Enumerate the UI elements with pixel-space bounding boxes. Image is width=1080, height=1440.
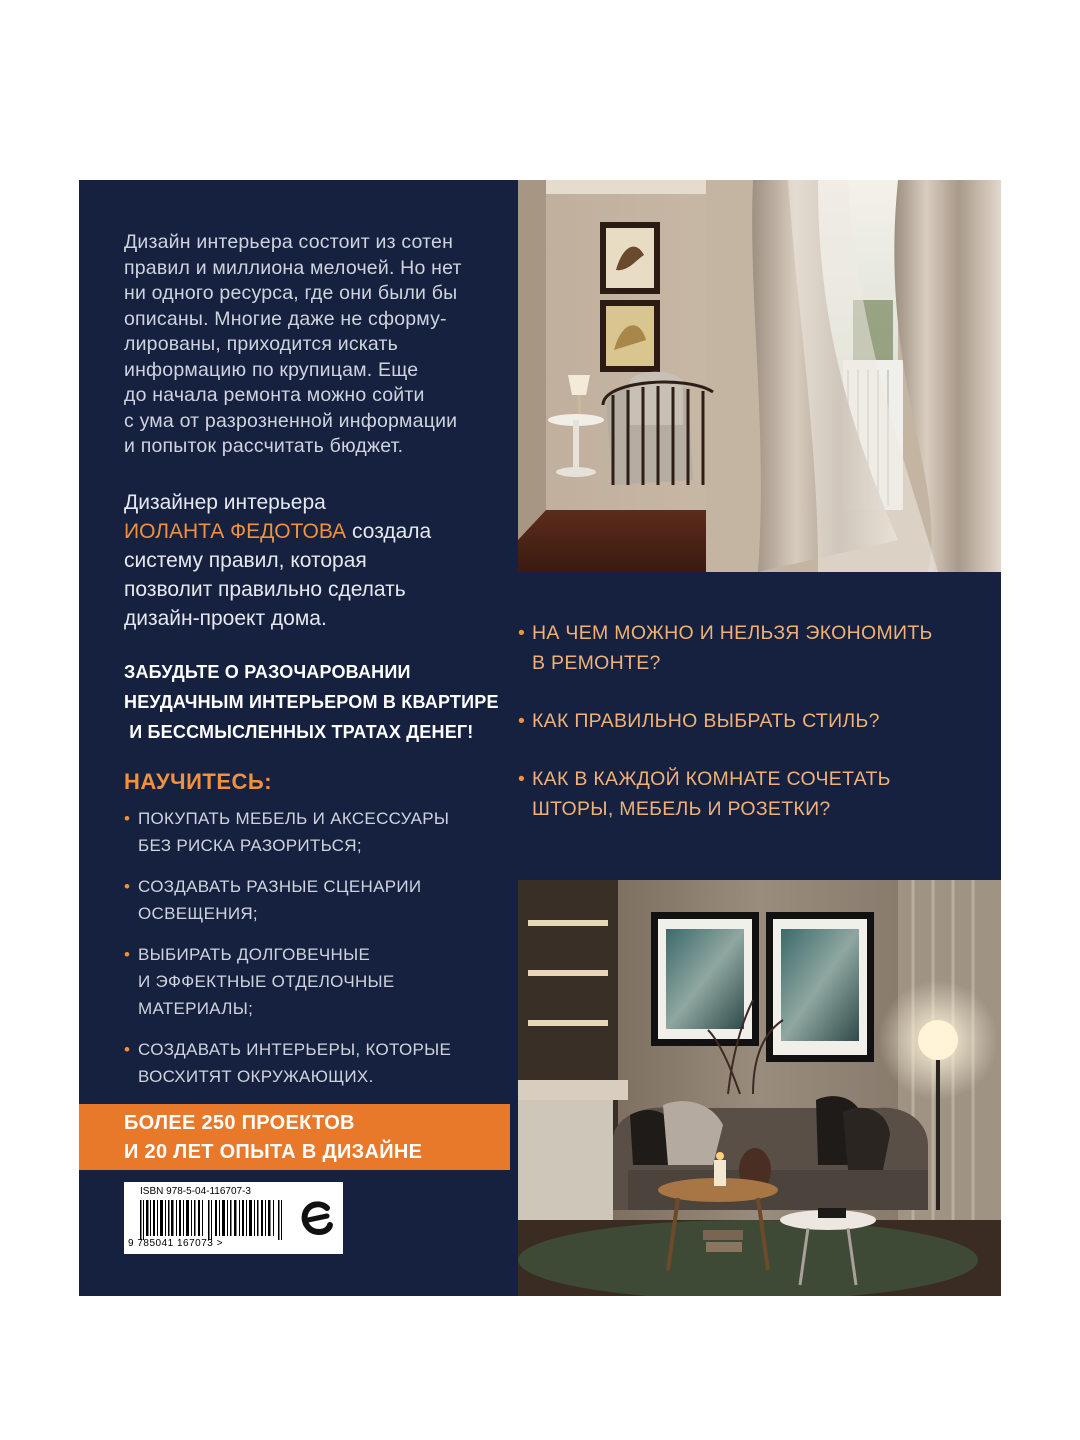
bullet-icon: • xyxy=(518,710,526,732)
learn-item-line: СОЗДАВАТЬ РАЗНЫЕ СЦЕНАРИИ xyxy=(138,876,422,896)
author-paragraph xyxy=(124,488,504,633)
learn-item xyxy=(124,941,504,1022)
intro-line: до начала ремонта можно сойти xyxy=(124,384,425,406)
questions-list xyxy=(518,618,988,852)
question-line: В РЕМОНТЕ? xyxy=(532,652,661,674)
living-room-illustration xyxy=(518,880,1001,1296)
learn-item-line: БЕЗ РИСКА РАЗОРИТЬСЯ; xyxy=(138,835,362,855)
book-back-cover xyxy=(79,180,1001,1296)
learn-item xyxy=(124,873,504,927)
forget-line: НЕУДАЧНЫМ ИНТЕРЬЕРОМ В КВАРТИРЕ xyxy=(124,691,499,712)
isbn-box xyxy=(124,1182,343,1254)
author-line: позволит правильно сделать xyxy=(124,577,406,601)
author-line: дизайн-проект дома. xyxy=(124,606,327,630)
question-line: НА ЧЕМ МОЖНО И НЕЛЬЗЯ ЭКОНОМИТЬ xyxy=(532,622,933,644)
bullet-icon: • xyxy=(124,944,131,964)
experience-banner xyxy=(79,1104,510,1170)
bedroom-illustration xyxy=(518,180,1001,572)
author-after-name: создала xyxy=(346,519,432,543)
intro-line: с ума от разрозненной информации xyxy=(124,409,458,432)
forget-line: ЗАБУДЬТЕ О РАЗОЧАРОВАНИИ xyxy=(124,661,411,682)
bullet-icon: • xyxy=(124,1039,131,1059)
question-line: КАК В КАЖДОЙ КОМНАТЕ СОЧЕТАТЬ xyxy=(532,768,891,790)
question-item xyxy=(518,706,988,736)
bedroom-photo xyxy=(518,180,1001,572)
learn-list xyxy=(124,805,504,1090)
question-item xyxy=(518,618,988,678)
learn-item-line: ПОКУПАТЬ МЕБЕЛЬ И АКСЕССУАРЫ xyxy=(138,808,450,828)
intro-line: описаны. Многие даже не сформу- xyxy=(124,307,447,330)
banner-line: БОЛЕЕ 250 ПРОЕКТОВ xyxy=(124,1112,355,1134)
forget-heading xyxy=(124,657,504,747)
barcode-digits: 9 785041 167073 > xyxy=(128,1238,223,1249)
banner-text xyxy=(124,1109,422,1167)
learn-item-line: ВОСХИТЯТ ОКРУЖАЮЩИХ. xyxy=(138,1066,374,1086)
learn-title: НАУЧИТЕСЬ: xyxy=(124,768,273,794)
living-room-photo xyxy=(518,880,1001,1296)
intro-line: информацию по крупицам. Еще xyxy=(124,358,419,381)
learn-item-line: ВЫБИРАТЬ ДОЛГОВЕЧНЫЕ xyxy=(138,944,371,964)
intro-line: правил и миллиона мелочей. Но нет xyxy=(124,256,462,279)
author-line: систему правил, которая xyxy=(124,548,367,572)
forget-line: И БЕССМЫСЛЕННЫХ ТРАТАХ ДЕНЕГ! xyxy=(124,721,474,742)
bullet-icon: • xyxy=(124,876,131,896)
author-line xyxy=(124,517,504,546)
author-line: Дизайнер интерьера xyxy=(124,490,326,514)
intro-line: ни одного ресурса, где они были бы xyxy=(124,282,458,304)
barcode-icon xyxy=(138,1200,288,1240)
intro-line: лированы, приходится искать xyxy=(124,333,399,355)
learn-item-line: ОСВЕЩЕНИЯ; xyxy=(138,903,258,923)
question-line: КАК ПРАВИЛЬНО ВЫБРАТЬ СТИЛЬ? xyxy=(532,710,880,732)
intro-text xyxy=(124,230,504,460)
learn-item-line: И ЭФФЕКТНЫЕ ОТДЕЛОЧНЫЕ xyxy=(138,971,395,991)
banner-line: И 20 ЛЕТ ОПЫТА В ДИЗАЙНЕ xyxy=(124,1141,423,1163)
isbn-label: ISBN 978-5-04-116707-3 xyxy=(140,1186,251,1197)
bullet-icon: • xyxy=(518,768,526,790)
question-line: ШТОРЫ, МЕБЕЛЬ И РОЗЕТКИ? xyxy=(532,798,831,820)
learn-item-line: СОЗДАВАТЬ ИНТЕРЬЕРЫ, КОТОРЫЕ xyxy=(138,1039,452,1059)
author-name: ИОЛАНТА ФЕДОТОВА xyxy=(124,519,347,543)
intro-line: Дизайн интерьера состоит из сотен xyxy=(124,231,454,253)
question-item xyxy=(518,764,988,824)
eksmo-logo-icon xyxy=(294,1196,340,1242)
learn-item-line: МАТЕРИАЛЫ; xyxy=(138,998,254,1018)
learn-item xyxy=(124,805,504,859)
learn-item xyxy=(124,1036,504,1090)
left-column xyxy=(124,230,504,1104)
bullet-icon: • xyxy=(124,808,131,828)
intro-line: и попыток рассчитать бюджет. xyxy=(124,435,404,457)
bullet-icon: • xyxy=(518,622,526,644)
